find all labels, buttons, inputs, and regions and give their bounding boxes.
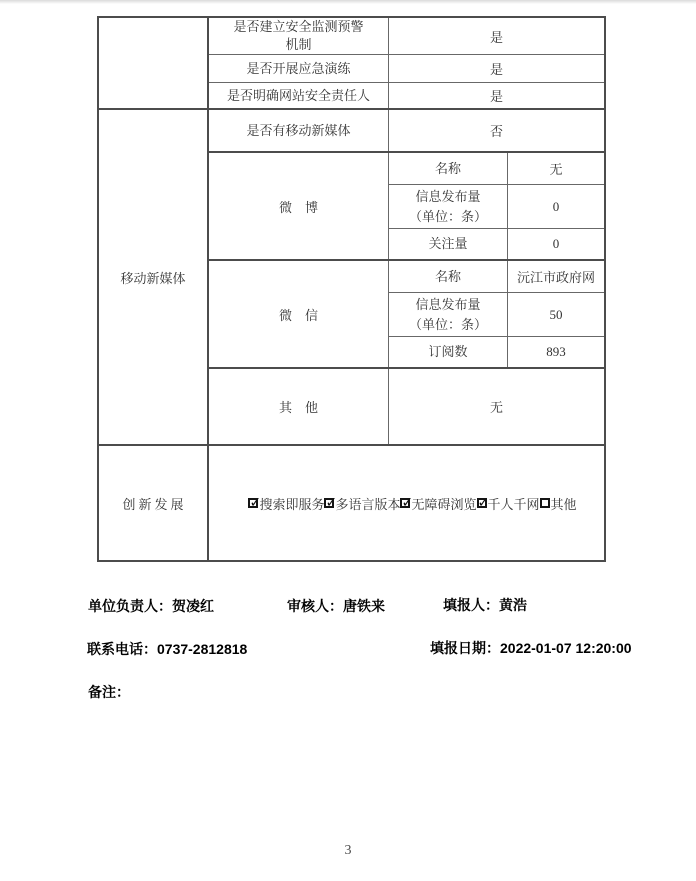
- field-row-weibo-followers: [389, 228, 604, 259]
- answer-cell: 是: [489, 29, 503, 45]
- innovation-options: [209, 446, 604, 560]
- reviewer-label: 审核人：: [287, 598, 343, 614]
- option-search-service: [248, 494, 324, 513]
- field-label: 名称: [389, 153, 508, 184]
- platform-name-cell: 微 信: [209, 261, 389, 367]
- security-block-header-empty: [99, 18, 209, 108]
- platform-name-cell: 微 博: [209, 153, 389, 259]
- row-security-warning: [209, 18, 604, 54]
- report-date-field: [430, 638, 632, 658]
- answer-cell: 否: [489, 124, 503, 139]
- checkbox-checked-icon: [400, 498, 410, 508]
- checkbox-unchecked-icon: [540, 498, 550, 508]
- row-security-drill: [209, 54, 604, 82]
- option-label: 搜索即服务: [259, 496, 325, 512]
- row-has-mobile-media: [209, 110, 604, 151]
- phone-label: 联系电话：: [87, 641, 157, 657]
- unit-head-label: 单位负责人：: [88, 598, 172, 614]
- filler-field: [443, 595, 527, 615]
- option-label: 其他: [550, 496, 577, 512]
- checkbox-checked-icon: [248, 498, 258, 508]
- row-wechat: [209, 259, 604, 367]
- question-cell: [209, 18, 389, 54]
- option-personalized-site: [477, 494, 540, 513]
- row-weibo: [209, 151, 604, 259]
- field-value: 0: [552, 236, 560, 251]
- question-cell: 是否明确网站安全责任人: [209, 83, 389, 108]
- reviewer-name: 唐铁来: [343, 598, 385, 614]
- field-label: 名称: [389, 261, 508, 292]
- mobile-media-block: [99, 108, 604, 444]
- field-label: [389, 293, 508, 336]
- field-value: 50: [549, 306, 563, 322]
- phone-number: 0737-2812818: [157, 641, 248, 657]
- checkbox-checked-icon: [477, 498, 487, 508]
- filler-name: 黄浩: [499, 597, 527, 613]
- platform-name-cell: 其 他: [209, 369, 389, 444]
- unit-head-name: 贺凌红: [172, 598, 214, 614]
- innovation-header: 创新发展: [99, 446, 209, 560]
- page-number: 3: [344, 843, 352, 858]
- field-value: 893: [546, 344, 566, 359]
- field-value: 无: [549, 162, 563, 177]
- report-date-label: 填报日期：: [430, 640, 500, 656]
- row-other-media: [209, 367, 604, 444]
- phone-field: [87, 639, 247, 659]
- remarks-label: 备注：: [88, 684, 130, 700]
- innovation-block: [99, 444, 604, 560]
- field-value: 0: [552, 198, 560, 214]
- option-label: 无障碍浏览: [411, 496, 477, 512]
- unit-head-field: [88, 596, 214, 616]
- question-text-line1: 是否建立安全监测预警: [233, 19, 364, 35]
- option-label: 多语言版本: [335, 496, 401, 512]
- option-accessibility: [400, 494, 476, 513]
- reviewer-field: [287, 596, 385, 616]
- checkbox-checked-icon: [324, 498, 334, 508]
- field-row-wechat-name: [389, 261, 604, 292]
- field-row-wechat-subscribers: [389, 336, 604, 367]
- answer-cell: 是: [489, 62, 503, 77]
- field-label: 订阅数: [389, 337, 508, 367]
- option-label: 千人千网: [487, 496, 540, 512]
- mobile-media-header: 移动新媒体: [99, 110, 209, 444]
- field-row-wechat-volume: [389, 292, 604, 336]
- field-label-line2: （单位：条）: [408, 316, 487, 332]
- field-value: 沅江市政府网: [516, 270, 595, 285]
- remarks-field: [88, 682, 130, 702]
- security-block: [99, 18, 604, 108]
- question-cell: 是否开展应急演练: [209, 55, 389, 82]
- option-multilingual: [324, 494, 400, 513]
- field-label-line1: 信息发布量: [415, 297, 481, 312]
- filler-label: 填报人：: [443, 597, 499, 613]
- report-table: [97, 16, 606, 562]
- row-security-responsible: [209, 82, 604, 108]
- field-label-line2: （单位：条）: [408, 208, 487, 224]
- field-row-weibo-volume: [389, 184, 604, 228]
- answer-cell: 无: [489, 400, 503, 415]
- option-other: [540, 494, 577, 513]
- field-label: 关注量: [389, 229, 508, 259]
- page-top-edge: [0, 0, 696, 4]
- field-label-line1: 信息发布量: [415, 189, 481, 204]
- report-date-value: 2022-01-07 12:20:00: [500, 640, 632, 656]
- field-row-weibo-name: [389, 153, 604, 184]
- question-text-line2: 机制: [285, 37, 312, 52]
- field-label: [389, 185, 508, 228]
- question-cell: 是否有移动新媒体: [209, 110, 389, 151]
- answer-cell: 是: [489, 89, 503, 104]
